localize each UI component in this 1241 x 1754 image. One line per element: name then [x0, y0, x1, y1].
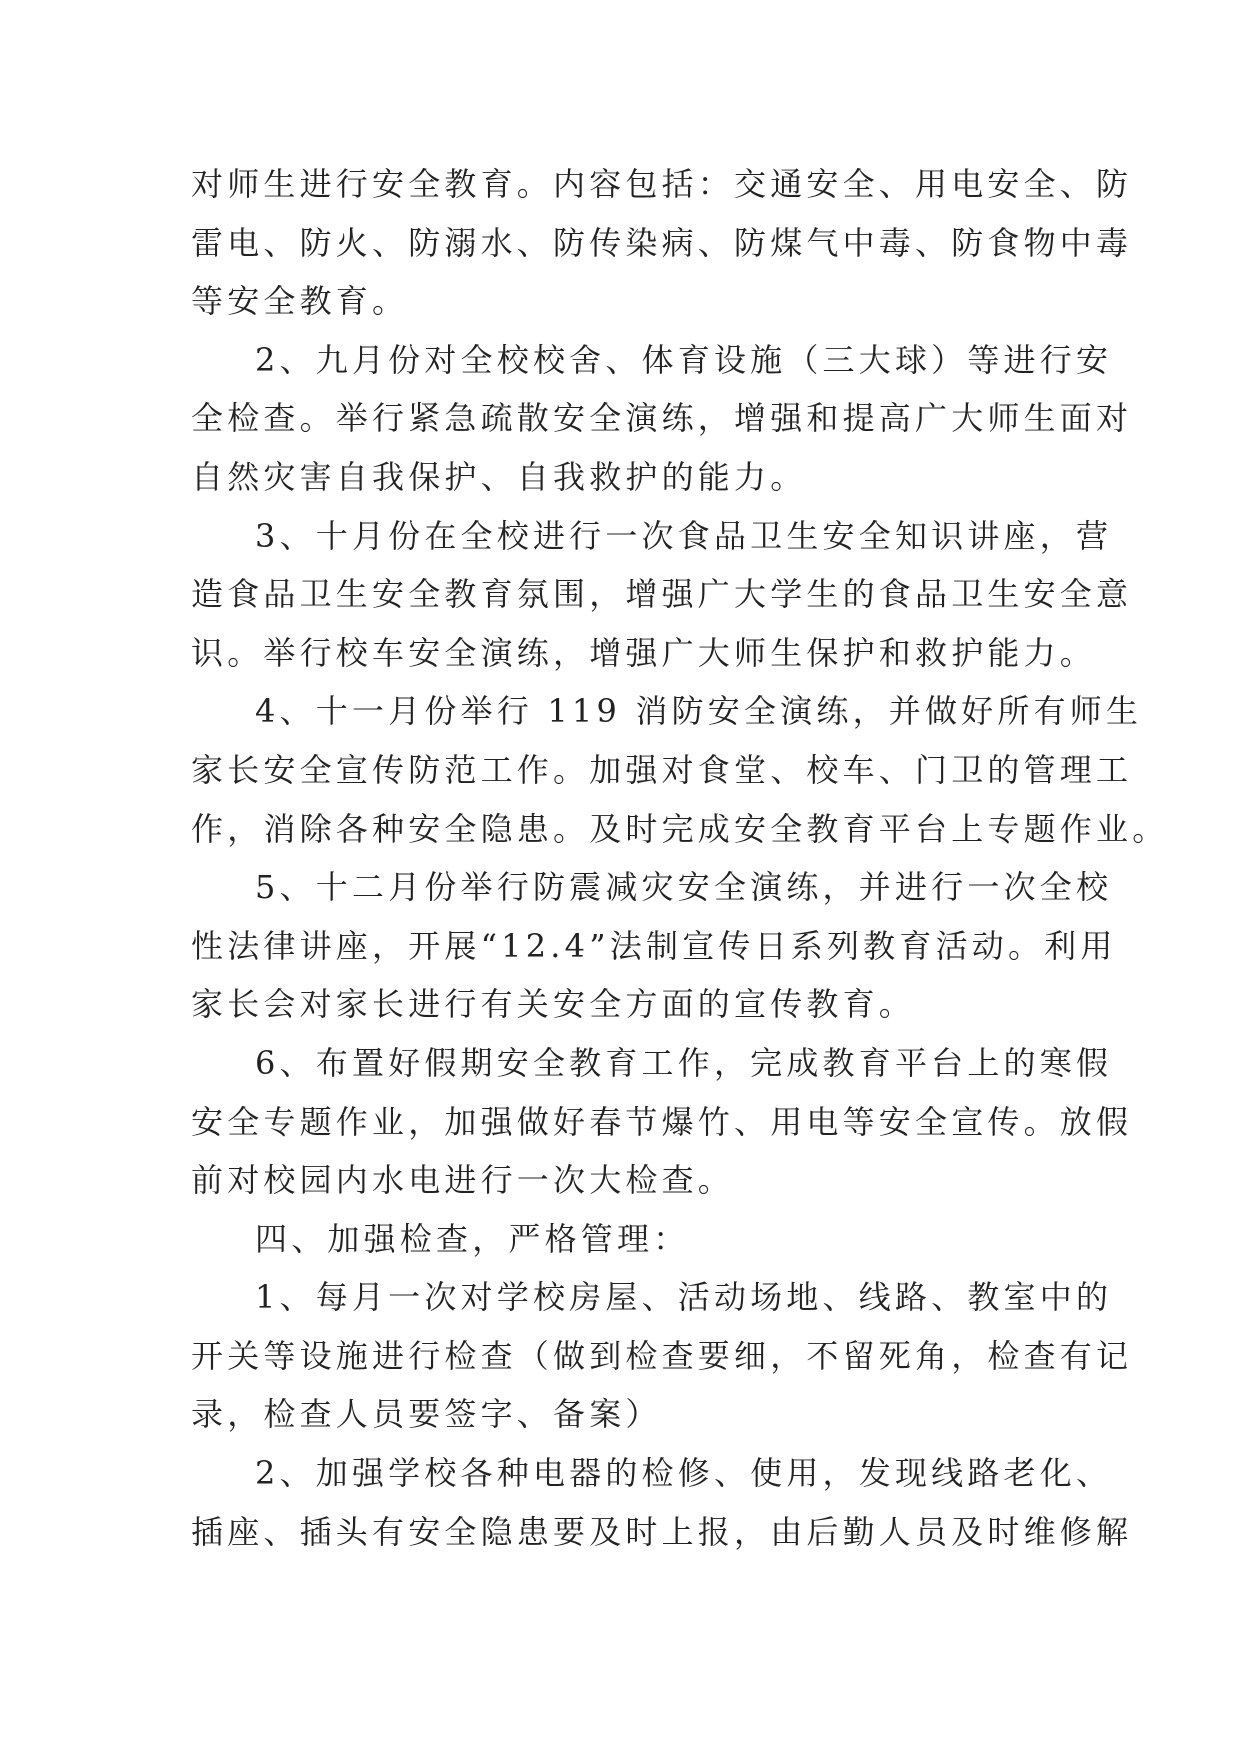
text-line: 1、每月一次对学校房屋、活动场地、线路、教室中的 [255, 1278, 1113, 1317]
text-line: 5、十二月份举行防震减灾安全演练，并进行一次全校 [255, 868, 1113, 907]
text-line: 开关等设施进行检查（做到检查要细，不留死角，检查有记 [191, 1336, 1133, 1375]
text-line: 全检查。举行紧急疏散安全演练，增强和提高广大师生面对 [191, 399, 1133, 438]
text-line: 自然灾害自我保护、自我救护的能力。 [191, 457, 807, 496]
text-line: 3、十月份在全校进行一次食品卫生安全知识讲座，营 [255, 516, 1113, 555]
text-line: 作，消除各种安全隐患。及时完成安全教育平台上专题作业。 [191, 809, 1169, 848]
text-line: 前对校园内水电进行一次大检查。 [191, 1161, 735, 1200]
section-heading: 四、加强检查，严格管理： [255, 1219, 690, 1258]
text-line: 2、九月份对全校校舍、体育设施（三大球）等进行安 [255, 340, 1113, 379]
text-line: 家长安全宣传防范工作。加强对食堂、校车、门卫的管理工 [191, 750, 1133, 789]
text-line: 家长会对家长进行有关安全方面的宣传教育。 [191, 985, 916, 1024]
text-line: 2、加强学校各种电器的检修、使用，发现线路老化、 [255, 1454, 1113, 1493]
text-line: 录，检查人员要签字、备案） [191, 1395, 662, 1434]
text-line: 造食品卫生安全教育氛围，增强广大学生的食品卫生安全意 [191, 575, 1133, 614]
text-line: 等安全教育。 [191, 282, 409, 321]
text-line: 性法律讲座，开展“12.4”法制宣传日系列教育活动。利用 [191, 926, 1117, 965]
text-line: 安全专题作业，加强做好春节爆竹、用电等安全宣传。放假 [191, 1102, 1133, 1141]
text-line: 4、十一月份举行 119 消防安全演练，并做好所有师生 [255, 692, 1143, 731]
text-line: 插座、插头有安全隐患要及时上报，由后勤人员及时维修解 [191, 1512, 1133, 1551]
text-line: 对师生进行安全教育。内容包括：交通安全、用电安全、防 [191, 165, 1133, 203]
text-line: 6、布置好假期安全教育工作，完成教育平台上的寒假 [255, 1043, 1113, 1082]
text-line: 识。举行校车安全演练，增强广大师生保护和救护能力。 [191, 633, 1097, 672]
text-line: 雷电、防火、防溺水、防传染病、防煤气中毒、防食物中毒 [191, 223, 1133, 262]
document-body [191, 155, 1169, 1561]
